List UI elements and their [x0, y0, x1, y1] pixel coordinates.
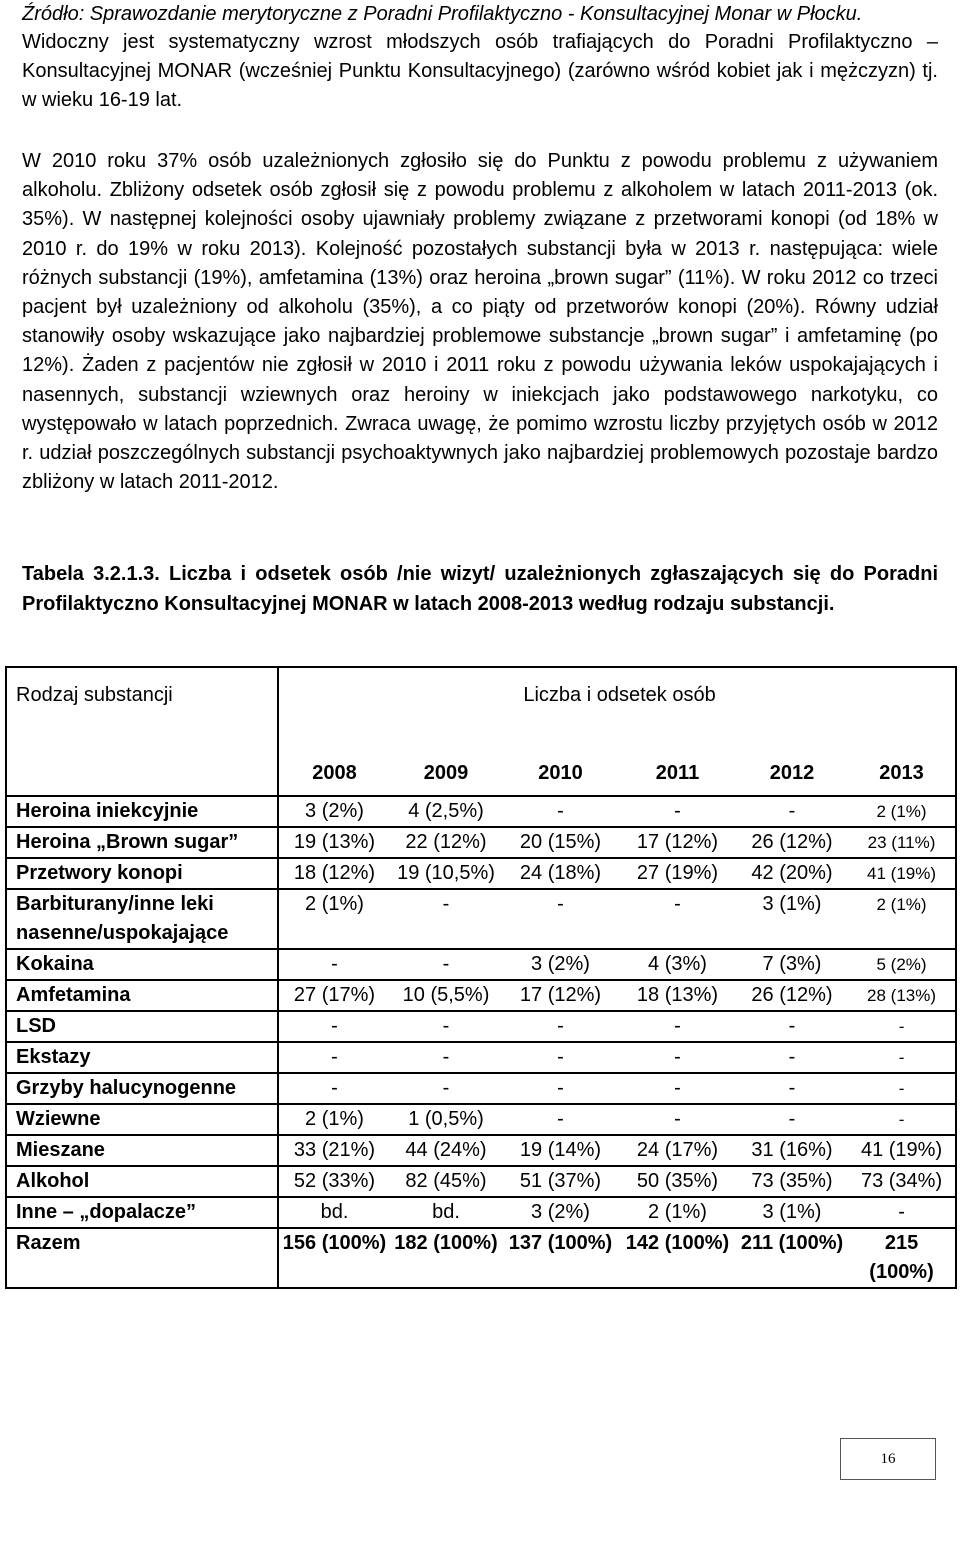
table-row — [6, 1197, 956, 1228]
column-header-values: Liczba i odsetek osób — [278, 667, 956, 759]
value-cell: - — [502, 1042, 619, 1073]
value-cell: 44 (24%) — [390, 1135, 502, 1166]
value-cell: 26 (12%) — [736, 980, 848, 1011]
value-cell: 7 (3%) — [736, 949, 848, 980]
value-cell: 26 (12%) — [736, 827, 848, 858]
value-cell: - — [502, 1073, 619, 1104]
value-cell: 2 (1%) — [619, 1197, 736, 1228]
year-header: 2012 — [769, 762, 815, 784]
value-cell: 51 (37%) — [502, 1166, 619, 1197]
value-cell: - — [619, 889, 736, 949]
table-row — [6, 1042, 956, 1073]
value-cell: - — [390, 949, 502, 980]
substance-name: Kokaina — [6, 949, 278, 980]
value-cell: - — [736, 1011, 848, 1042]
table-row — [6, 858, 956, 889]
substance-name: Ekstazy — [6, 1042, 278, 1073]
value-cell: - — [502, 1011, 619, 1042]
value-cell: - — [736, 1104, 848, 1135]
value-cell: - — [619, 796, 736, 827]
value-cell: 3 (2%) — [502, 949, 619, 980]
year-header: 2008 — [312, 762, 357, 784]
value-cell: 2 (1%) — [278, 889, 390, 949]
paragraph-age-trend: Widoczny jest systematyczny wzrost młodszych osób trafiających do Poradni Profilaktyczno – Konsultacyjnej MONAR (wcześniej Punktu Konsultacyjnego) (zarówno wśród kobiet jak i mężczyzn) tj. w wieku 16-19 lat. — [22, 31, 938, 112]
substance-name: Alkohol — [6, 1166, 278, 1197]
value-cell: 33 (21%) — [278, 1135, 390, 1166]
value-cell: - — [390, 1011, 502, 1042]
table-row — [6, 1135, 956, 1166]
substance-name: Mieszane — [6, 1135, 278, 1166]
value-cell: 41 (19%) — [848, 1135, 956, 1166]
value-cell: 50 (35%) — [619, 1166, 736, 1197]
value-cell: 27 (19%) — [619, 858, 736, 889]
source-note: Źródło: Sprawozdanie merytoryczne z Poradni Profilaktyczno - Konsultacyjnej Monar w Płocku. — [22, 3, 863, 25]
value-cell: bd. — [278, 1197, 390, 1228]
table-row — [6, 1104, 956, 1135]
value-cell: 18 (13%) — [619, 980, 736, 1011]
table-row — [6, 827, 956, 858]
value-cell: 23 (11%) — [848, 827, 956, 858]
substance-name: Barbiturany/inne leki nasenne/uspokajające — [6, 889, 278, 949]
page-number: 16 — [840, 1438, 936, 1480]
value-cell: - — [278, 1042, 390, 1073]
value-cell: 22 (12%) — [390, 827, 502, 858]
value-cell: 42 (20%) — [736, 858, 848, 889]
value-cell: 215 (100%) — [848, 1228, 956, 1288]
value-cell: 156 (100%) — [278, 1228, 390, 1288]
value-cell: - — [390, 889, 502, 949]
value-cell: 1 (0,5%) — [390, 1104, 502, 1135]
value-cell: bd. — [390, 1197, 502, 1228]
value-cell: 24 (17%) — [619, 1135, 736, 1166]
value-cell: 17 (12%) — [619, 827, 736, 858]
value-cell: - — [619, 1073, 736, 1104]
value-cell: 17 (12%) — [502, 980, 619, 1011]
year-header: 2010 — [538, 762, 583, 784]
table-caption: Tabela 3.2.1.3. Liczba i odsetek osób /nie wizyt/ uzależnionych zgłaszających się do Poradni Profilaktyczno Konsultacyjnej MONAR w latach 2008-2013 według rodzaju substancji. — [22, 563, 938, 615]
value-cell: 41 (19%) — [848, 858, 956, 889]
substance-table — [5, 666, 957, 1289]
paragraph-substances: W 2010 roku 37% osób uzależnionych zgłosiło się do Punktu z powodu problemu z używaniem alkoholu. Zbliżony odsetek osób zgłosił się z powodu problemu z alkoholem w latach 2011-2013 (ok. 35%). W następnej kolejności osoby ujawniały problemy związane z przetworami konopi (od 18% w 2010 r. do 19% w roku 2013). Kolejność pozostałych substancji była w 2013 r. następująca: wiele różnych substancji (19%), amfetamina (13%) oraz heroina „brown sugar” (11%). W roku 2012 co trzeci pacjent był uzależniony od alkoholu (35%), a co piąty od przetworów konopi (20%). Równy udział stanowiły osoby wskazujące jako najbardziej problemowe substancje „brown sugar” i amfetaminę (po 12%). Żaden z pacjentów nie zgłosił w 2010 i 2011 roku z powodu używania leków uspokajających i nasennych, substancji wziewnych oraz heroiny w iniekcjach jako podstawowego narkotyku, co występowało w latach poprzednich. Zwraca uwagę, że pomimo wzrostu liczby przyjętych osób w 2012 r. udział poszczególnych substancji psychoaktywnych jako najbardziej problemowych pozostaje bardzo zbliżony w latach 2011-2012. — [22, 150, 938, 494]
value-cell: 31 (16%) — [736, 1135, 848, 1166]
substance-name: Razem — [6, 1228, 278, 1288]
value-cell: 73 (35%) — [736, 1166, 848, 1197]
substance-name: Grzyby halucynogenne — [6, 1073, 278, 1104]
value-cell: 137 (100%) — [502, 1228, 619, 1288]
substance-name: Przetwory konopi — [6, 858, 278, 889]
table-row — [6, 889, 956, 949]
value-cell: - — [619, 1104, 736, 1135]
value-cell: 19 (13%) — [278, 827, 390, 858]
value-cell: 3 (1%) — [736, 889, 848, 949]
value-cell: 2 (1%) — [848, 889, 956, 949]
value-cell: 18 (12%) — [278, 858, 390, 889]
substance-name: LSD — [6, 1011, 278, 1042]
value-cell: - — [848, 1073, 956, 1104]
value-cell: - — [848, 1042, 956, 1073]
table-row — [6, 796, 956, 827]
value-cell: - — [390, 1073, 502, 1104]
value-cell: - — [502, 889, 619, 949]
value-cell: - — [736, 1073, 848, 1104]
substance-name: Inne – „dopalacze” — [6, 1197, 278, 1228]
value-cell: 19 (14%) — [502, 1135, 619, 1166]
table-row — [6, 1073, 956, 1104]
value-cell: 2 (1%) — [848, 796, 956, 827]
value-cell: 182 (100%) — [390, 1228, 502, 1288]
value-cell: 3 (2%) — [502, 1197, 619, 1228]
value-cell: 52 (33%) — [278, 1166, 390, 1197]
value-cell: 73 (34%) — [848, 1166, 956, 1197]
year-header: 2013 — [848, 759, 956, 796]
substance-name: Wziewne — [6, 1104, 278, 1135]
value-cell: - — [390, 1042, 502, 1073]
value-cell: 5 (2%) — [848, 949, 956, 980]
year-header: 2009 — [423, 762, 469, 784]
table-row — [6, 949, 956, 980]
value-cell: 4 (3%) — [619, 949, 736, 980]
substance-name: Heroina „Brown sugar” — [6, 827, 278, 858]
value-cell: - — [848, 1011, 956, 1042]
table-row — [6, 980, 956, 1011]
value-cell: 27 (17%) — [278, 980, 390, 1011]
value-cell: 28 (13%) — [848, 980, 956, 1011]
value-cell: - — [502, 1104, 619, 1135]
value-cell: - — [278, 1073, 390, 1104]
value-cell: 82 (45%) — [390, 1166, 502, 1197]
table-row — [6, 1228, 956, 1288]
substance-name: Amfetamina — [6, 980, 278, 1011]
value-cell: - — [848, 1197, 956, 1228]
value-cell: 2 (1%) — [278, 1104, 390, 1135]
value-cell: 10 (5,5%) — [390, 980, 502, 1011]
value-cell: - — [619, 1042, 736, 1073]
value-cell: 24 (18%) — [502, 858, 619, 889]
value-cell: 20 (15%) — [502, 827, 619, 858]
value-cell: 211 (100%) — [736, 1228, 848, 1288]
value-cell: 3 (2%) — [278, 796, 390, 827]
value-cell: 142 (100%) — [619, 1228, 736, 1288]
year-header: 2011 — [655, 762, 700, 784]
value-cell: - — [278, 949, 390, 980]
value-cell: - — [619, 1011, 736, 1042]
substance-name: Heroina iniekcyjnie — [6, 796, 278, 827]
value-cell: - — [736, 796, 848, 827]
table-row — [6, 1166, 956, 1197]
year-header-empty — [6, 759, 278, 796]
year-header-row — [6, 759, 956, 796]
value-cell: 3 (1%) — [736, 1197, 848, 1228]
value-cell: 4 (2,5%) — [390, 796, 502, 827]
value-cell: 19 (10,5%) — [390, 858, 502, 889]
value-cell: - — [502, 796, 619, 827]
table-row — [6, 1011, 956, 1042]
column-header-substance: Rodzaj substancji — [6, 667, 278, 759]
value-cell: - — [278, 1011, 390, 1042]
value-cell: - — [736, 1042, 848, 1073]
value-cell: - — [848, 1104, 956, 1135]
